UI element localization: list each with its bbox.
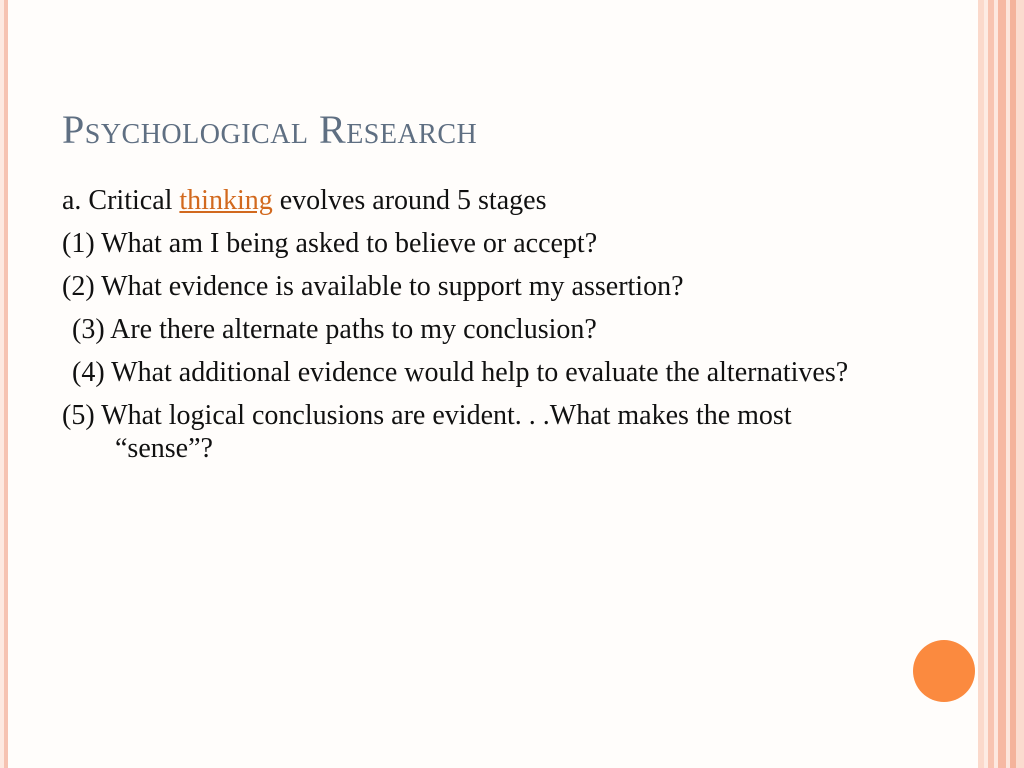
slide-title: Psychological Research [62, 107, 478, 152]
intro-text-after: evolves around 5 stages [272, 185, 547, 216]
stage-item-3: (3) Are there alternate paths to my conclusion? [72, 314, 597, 345]
stage-item-1: (1) What am I being asked to believe or accept? [62, 228, 598, 259]
accent-circle-decoration [913, 640, 975, 702]
stage-item-2: (2) What evidence is available to support my assertion? [62, 271, 684, 302]
left-border-stripe [4, 0, 8, 768]
right-border-stripe [998, 0, 1006, 768]
thinking-link[interactable]: thinking [179, 185, 273, 216]
right-border-stripe [1016, 0, 1024, 768]
slide-body [62, 184, 862, 475]
stage-item-4: (4) What additional evidence would help to evaluate the alternatives? [72, 357, 849, 388]
intro-text-before: a. Critical [62, 185, 180, 216]
stage-item-5: (5) What logical conclusions are evident. . .What makes the most “sense”? [62, 400, 792, 464]
intro-line [62, 184, 862, 217]
